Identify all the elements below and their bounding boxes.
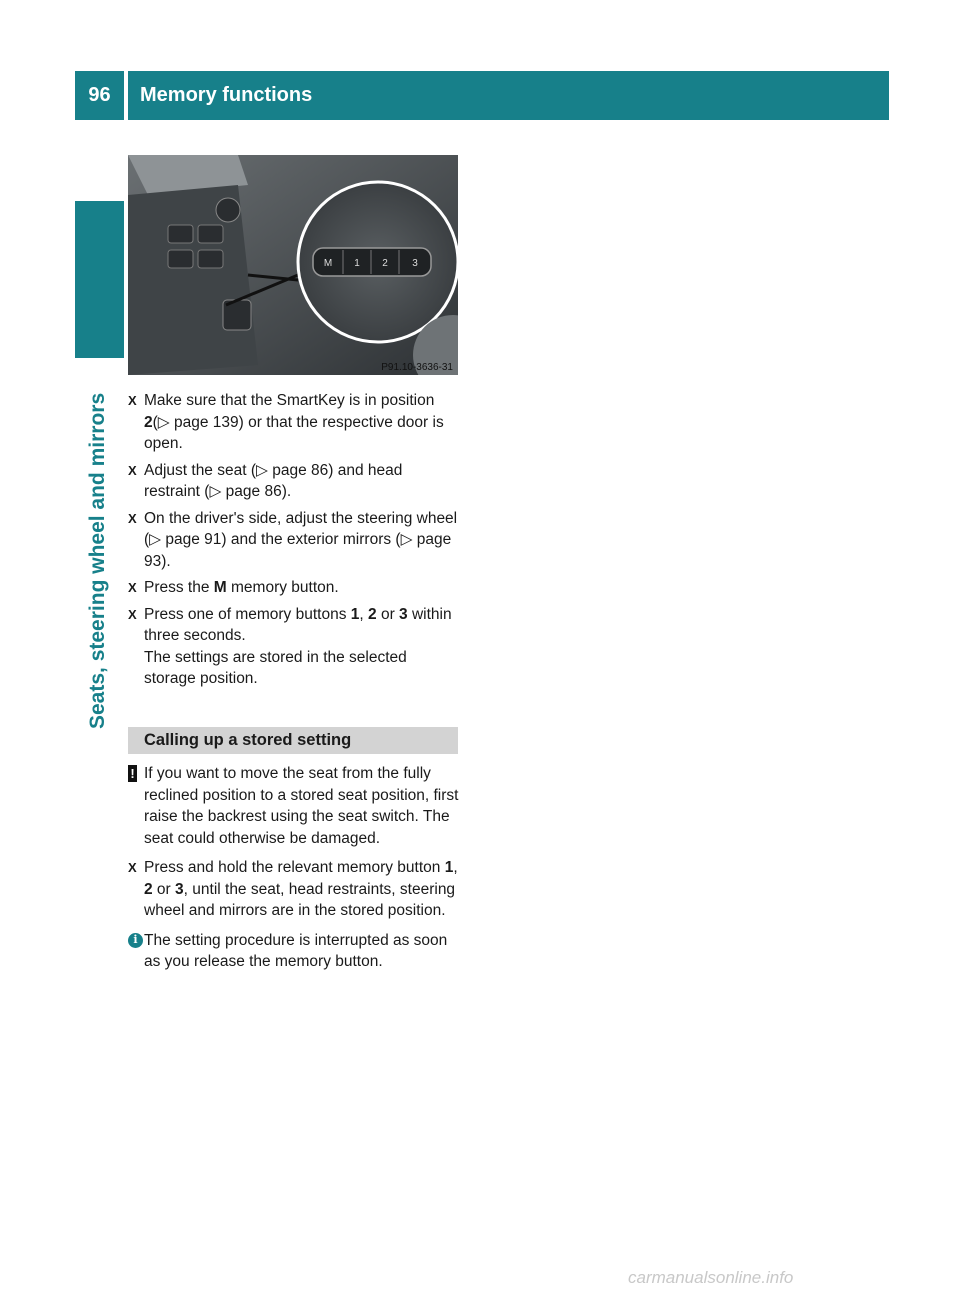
step-marker-icon: X: [128, 860, 137, 875]
recall-content: [128, 763, 460, 973]
memory-buttons-figure: [128, 155, 458, 375]
step-marker-icon: X: [128, 510, 137, 526]
step-marker-icon: X: [128, 606, 137, 622]
store-steps: [128, 390, 460, 690]
step-result: The settings are stored in the selected storage position.: [144, 648, 407, 687]
step-adjust-steering: X On the driver's side, adjust the steering wheel (▷ page 91) and the exterior mirrors (▷ page 93).: [128, 509, 458, 570]
step-smartkey: X Make sure that the SmartKey is in position 2(▷ page 139) or that the respective door is open.: [128, 392, 444, 452]
button-2-label: 2: [382, 258, 388, 269]
step-press-memory: X Press one of memory buttons 1, 2 or 3 within three seconds. The settings are stored in the selected storage position.: [128, 605, 452, 687]
button-m-label: M: [323, 258, 333, 269]
chapter-tab: [75, 201, 124, 358]
step-marker-icon: X: [128, 462, 137, 478]
button-3-label: 3: [412, 258, 418, 269]
step-marker-icon: X: [128, 580, 137, 595]
chapter-label: Seats, steering wheel and mirrors: [86, 392, 109, 729]
step-adjust-seat: X Adjust the seat (▷ page 86) and head restraint (▷ page 86).: [128, 461, 403, 500]
warning-note: ! If you want to move the seat from the fully reclined position to a stored seat position, first raise the backrest using the seat switch. The seat could otherwise be damaged.: [128, 763, 460, 849]
page-number: 96: [75, 71, 124, 120]
section-heading: Calling up a stored setting: [128, 727, 458, 754]
info-icon: i: [128, 933, 143, 948]
figure-code: P91.10-3636-31: [381, 362, 453, 373]
watermark: carmanualsonline.info: [628, 1268, 794, 1287]
info-note: i The setting procedure is interrupted as soon as you release the memory button.: [128, 930, 460, 973]
step-press-hold: X Press and hold the relevant memory button 1, 2 or 3, until the seat, head restraints, steering wheel and mirrors are in the stored position.: [128, 859, 458, 919]
button-1-label: 1: [354, 258, 360, 269]
step-press-m: X Press the M memory button.: [128, 577, 460, 599]
step-marker-icon: X: [128, 393, 137, 408]
warning-icon: !: [128, 765, 137, 782]
page-title: Memory functions: [128, 71, 889, 120]
